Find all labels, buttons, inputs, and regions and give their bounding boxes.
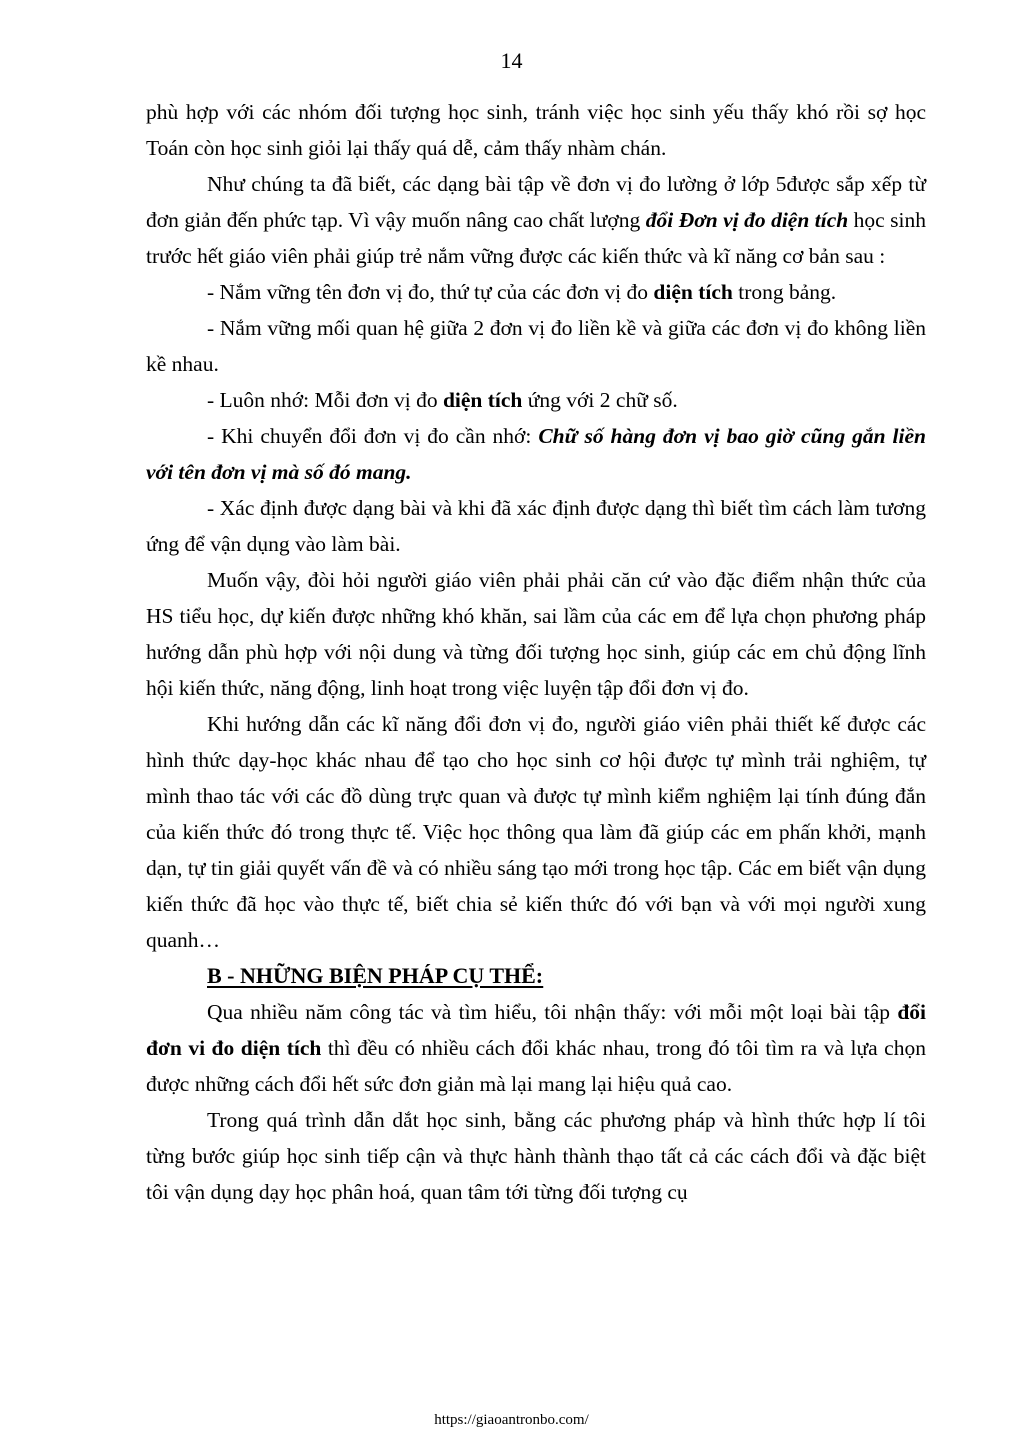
paragraph bbox=[146, 274, 926, 310]
footer-url: https://giaoantronbo.com/ bbox=[434, 1412, 589, 1428]
document-body bbox=[146, 94, 926, 1210]
text-run: Như chúng ta đã biết, các dạng bài tập về đơn vị đo lường ở lớp 5được sắp xếp từ đơn giản đến phức tạp. Vì vậy muốn nâng cao chất lượng bbox=[146, 172, 926, 232]
paragraph bbox=[146, 382, 926, 418]
text-run: phù hợp với các nhóm đối tượng học sinh, tránh việc học sinh yếu thấy khó rồi sợ học Toán còn học sinh giỏi lại thấy quá dễ, cảm thấy nhàm chán. bbox=[146, 100, 926, 160]
paragraph bbox=[146, 706, 926, 958]
text-run: ứng với 2 chữ số. bbox=[522, 388, 678, 412]
text-run: B - NHỮNG BIỆN PHÁP CỤ THỂ: bbox=[207, 963, 544, 988]
emphasis-text: diện tích bbox=[653, 280, 733, 304]
text-run: Trong quá trình dẫn dắt học sinh, bằng các phương pháp và hình thức hợp lí tôi từng bước giúp học sinh tiếp cận và thực hành thành thạo tất cả các cách đổi và đặc biệt tôi vận dụng dạy học phân hoá, quan tâm tới từng đối tượng cụ bbox=[146, 1108, 926, 1204]
text-run: - Luôn nhớ: Mỗi đơn vị đo bbox=[207, 388, 443, 412]
text-run: - Xác định được dạng bài và khi đã xác định được dạng thì biết tìm cách làm tương ứng để vận dụng vào làm bài. bbox=[146, 496, 926, 556]
paragraph bbox=[146, 994, 926, 1102]
text-run: Muốn vậy, đòi hỏi người giáo viên phải phải căn cứ vào đặc điểm nhận thức của HS tiểu học, dự kiến được những khó khăn, sai lầm của các em để lựa chọn phương pháp hướng dẫn phù hợp với nội dung và từng đối tượng học sinh, giúp các em chủ động lĩnh hội kiến thức, năng động, linh hoạt trong việc luyện tập đổi đơn vị đo. bbox=[146, 568, 926, 700]
emphasis-text: đổi Đơn vị đo diện tích bbox=[645, 208, 849, 232]
paragraph bbox=[146, 166, 926, 274]
emphasis-text: Chữ số hàng đơn vị bao giờ cũng gắn liền với tên đơn vị mà số đó mang. bbox=[146, 424, 926, 484]
section-heading bbox=[146, 958, 926, 994]
text-run: - Khi chuyển đổi đơn vị đo cần nhớ: bbox=[207, 424, 539, 448]
paragraph bbox=[146, 310, 926, 382]
page-number: 14 bbox=[500, 48, 523, 73]
emphasis-text: đổi đơn vi đo diện tích bbox=[146, 1000, 926, 1060]
text-run: học sinh trước hết giáo viên phải giúp trẻ nắm vững được các kiến thức và kĩ năng cơ bản sau : bbox=[146, 208, 927, 268]
paragraph bbox=[146, 562, 926, 706]
paragraph bbox=[146, 94, 926, 166]
text-run: - Nắm vững tên đơn vị đo, thứ tự của các đơn vị đo bbox=[207, 280, 654, 304]
text-run: thì đều có nhiều cách đổi khác nhau, trong đó tôi tìm ra và lựa chọn được những cách đổi hết sức đơn giản mà lại mang lại hiệu quả cao. bbox=[146, 1036, 926, 1096]
paragraph bbox=[146, 490, 926, 562]
text-run: Khi hướng dẫn các kĩ năng đổi đơn vị đo, người giáo viên phải thiết kế được các hình thức dạy-học khác nhau để tạo cho học sinh cơ hội được tự mình trải nghiệm, tự mình thao tác với các đồ dùng trực quan và được tự mình kiểm nghiệm lại tính đúng đắn của kiến thức đó trong thực tế. Việc học thông qua làm đã giúp các em phấn khởi, mạnh dạn, tự tin giải quyết vấn đề và có nhiều sáng tạo mới trong học tập. Các em biết vận dụng kiến thức đã học vào thực tế, biết chia sẻ kiến thức đó với bạn và với mọi người xung quanh… bbox=[146, 712, 926, 952]
paragraph bbox=[146, 418, 926, 490]
text-run: trong bảng. bbox=[732, 280, 837, 304]
text-run: - Nắm vững mối quan hệ giữa 2 đơn vị đo liền kề và giữa các đơn vị đo không liền kề nhau. bbox=[146, 316, 926, 376]
paragraph bbox=[146, 1102, 926, 1210]
text-run: Qua nhiều năm công tác và tìm hiểu, tôi nhận thấy: với mỗi một loại bài tập bbox=[207, 1000, 898, 1024]
emphasis-text: diện tích bbox=[442, 388, 523, 412]
